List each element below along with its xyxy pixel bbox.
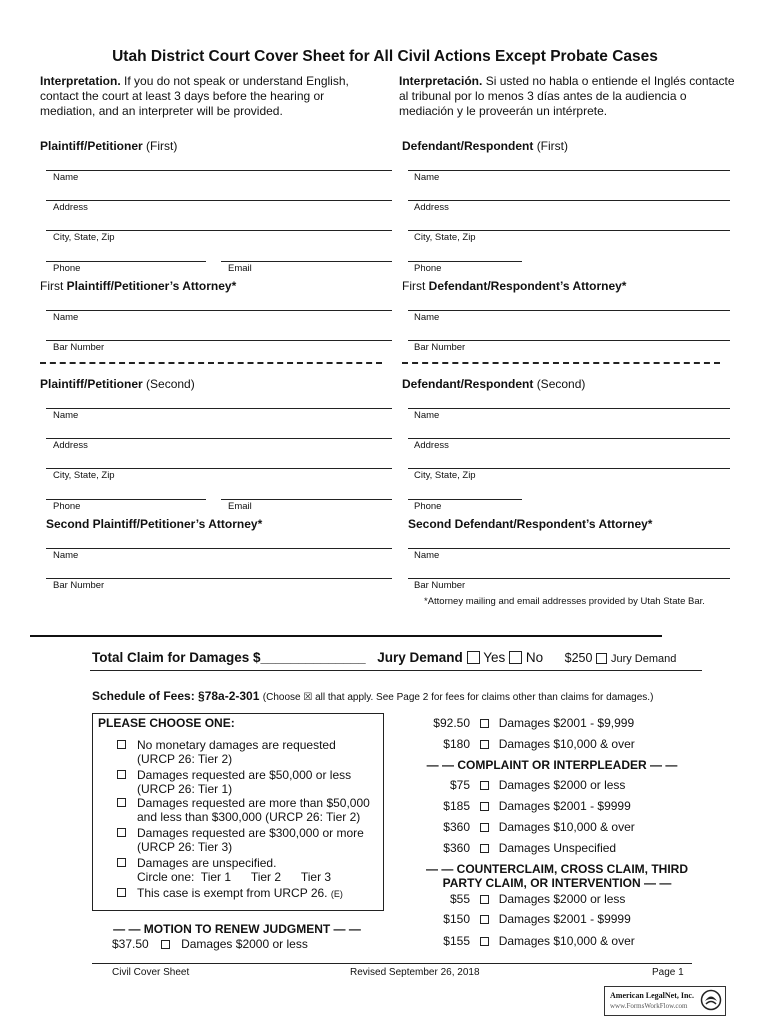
plaintiff1-name-label: Name bbox=[53, 172, 79, 183]
option-300000-or-more bbox=[137, 826, 364, 854]
fee-label: Damages $10,000 & over bbox=[498, 820, 635, 834]
plaintiff2-phone-label: Phone bbox=[53, 501, 81, 512]
plaintiff2-city-label: City, State, Zip bbox=[53, 470, 115, 481]
plaintiff1-address-label: Address bbox=[53, 202, 88, 213]
fee-amount: $92.50 bbox=[433, 716, 470, 730]
option-50000-or-less-line1: Damages requested are $50,000 or less bbox=[137, 768, 352, 782]
fee-row bbox=[412, 892, 625, 906]
fee-amount: $150 bbox=[443, 912, 470, 926]
jury-no-label: No bbox=[525, 650, 544, 665]
claim-underline bbox=[90, 670, 702, 671]
plaintiff-second-heading-rest: (Second) bbox=[146, 377, 195, 391]
fee-row bbox=[412, 820, 635, 834]
fee-row bbox=[412, 778, 625, 792]
defendant2-address-line[interactable] bbox=[408, 438, 730, 439]
defendant1-attorney-name-label: Name bbox=[414, 312, 440, 323]
option-unspecified bbox=[137, 856, 331, 884]
interpretation-english bbox=[40, 74, 380, 119]
option-no-monetary-line1: No monetary damages are requested bbox=[137, 738, 336, 752]
interpretation-en-label: Interpretation. bbox=[40, 74, 121, 88]
defendant-second-attorney-bold: Second Defendant/Respondent’s Attorney* bbox=[408, 517, 653, 531]
option-50000-to-300000-line2: and less than $300,000 (URCP 26: Tier 2) bbox=[137, 810, 361, 824]
jury-fee-checkbox[interactable] bbox=[596, 653, 607, 664]
fee-amount: $360 bbox=[443, 820, 470, 834]
fee-label: Damages $10,000 & over bbox=[498, 737, 635, 751]
defendant-first-heading bbox=[402, 139, 568, 153]
footer-rule bbox=[92, 963, 692, 964]
plaintiff1-phone-label: Phone bbox=[53, 263, 81, 274]
fee-row bbox=[412, 737, 635, 751]
fee-checkbox[interactable] bbox=[480, 802, 489, 811]
plaintiff2-attorney-name-line[interactable] bbox=[46, 548, 392, 549]
option-300000-or-more-line1: Damages requested are $300,000 or more bbox=[137, 826, 364, 840]
defendant2-name-line[interactable] bbox=[408, 408, 730, 409]
plaintiff1-attorney-name-line[interactable] bbox=[46, 310, 392, 311]
fee-amount: $55 bbox=[449, 892, 470, 906]
option-50000-to-300000-line1: Damages requested are more than $50,000 bbox=[137, 796, 370, 810]
fee-checkbox[interactable] bbox=[480, 937, 489, 946]
complaint-heading: — — COMPLAINT OR INTERPLEADER — — bbox=[426, 758, 678, 772]
interpretation-en-text: If you do not speak or understand English, contact the court at least 3 days before the hearing or mediation, and an interpreter will be provided. bbox=[40, 74, 349, 118]
option-300000-or-more-checkbox[interactable] bbox=[117, 828, 126, 837]
defendant2-phone-label: Phone bbox=[414, 501, 442, 512]
total-claim-label: Total Claim for Damages $______________ bbox=[92, 650, 366, 665]
plaintiff2-city-line[interactable] bbox=[46, 468, 392, 469]
option-unspecified-line1: Damages are unspecified. bbox=[137, 856, 277, 870]
fee-amount: $155 bbox=[443, 934, 470, 948]
motion-fee-label: Damages $2000 or less bbox=[181, 937, 308, 951]
defendant1-city-line[interactable] bbox=[408, 230, 730, 231]
interpretation-spanish bbox=[399, 74, 739, 119]
plaintiff1-email-line[interactable] bbox=[221, 261, 392, 262]
schedule-of-fees bbox=[92, 689, 653, 703]
plaintiff-first-attorney-bold: Plaintiff/Petitioner’s Attorney* bbox=[66, 279, 237, 293]
defendant1-attorney-name-line[interactable] bbox=[408, 310, 730, 311]
motion-fee-amount: $37.50 bbox=[112, 937, 149, 951]
option-50000-to-300000-checkbox[interactable] bbox=[117, 798, 126, 807]
defendant2-name-label: Name bbox=[414, 410, 440, 421]
defendant2-attorney-bar-label: Bar Number bbox=[414, 580, 466, 591]
plaintiff-second-heading bbox=[40, 377, 195, 391]
defendant-second-heading-bold: Defendant/Respondent bbox=[402, 377, 534, 391]
option-50000-or-less bbox=[137, 768, 351, 796]
option-no-monetary-checkbox[interactable] bbox=[117, 740, 126, 749]
interpretation-es-label: Interpretación. bbox=[399, 74, 483, 88]
option-exempt-label: This case is exempt from URCP 26. bbox=[137, 886, 328, 900]
option-exempt-small: (E) bbox=[330, 889, 343, 899]
option-exempt-checkbox[interactable] bbox=[117, 888, 126, 897]
fee-label: Damages $2000 or less bbox=[498, 778, 626, 792]
motion-fee-row bbox=[112, 937, 308, 951]
fee-amount: $75 bbox=[449, 778, 470, 792]
right-dashed-divider bbox=[402, 362, 720, 364]
defendant-second-heading-rest: (Second) bbox=[536, 377, 586, 391]
defendant1-city-label: City, State, Zip bbox=[414, 232, 476, 243]
plaintiff1-attorney-name-label: Name bbox=[53, 312, 79, 323]
option-50000-to-300000 bbox=[137, 796, 370, 824]
plaintiff-first-heading-rest: (First) bbox=[146, 139, 178, 153]
page-title: Utah District Court Cover Sheet for All Civil Actions Except Probate Cases bbox=[112, 48, 658, 65]
fee-row bbox=[412, 841, 616, 855]
please-choose-header: PLEASE CHOOSE ONE: bbox=[98, 716, 235, 730]
fee-amount: $180 bbox=[443, 737, 470, 751]
fee-checkbox[interactable] bbox=[480, 915, 489, 924]
plaintiff-first-attorney-pre: First bbox=[40, 279, 67, 293]
fee-amount: $360 bbox=[443, 841, 470, 855]
plaintiff-first-attorney-heading bbox=[40, 279, 236, 293]
defendant2-attorney-bar-line[interactable] bbox=[408, 578, 730, 579]
defendant2-attorney-name-label: Name bbox=[414, 550, 440, 561]
jury-no-checkbox[interactable] bbox=[509, 651, 522, 664]
fee-checkbox[interactable] bbox=[480, 895, 489, 904]
american-legalnet-logo bbox=[604, 986, 726, 1016]
plaintiff2-attorney-bar-line[interactable] bbox=[46, 578, 392, 579]
plaintiff1-name-line[interactable] bbox=[46, 170, 392, 171]
defendant-first-attorney-bold: Defendant/Respondent’s Attorney* bbox=[428, 279, 627, 293]
fee-row bbox=[412, 716, 634, 730]
fee-row bbox=[412, 912, 631, 926]
defendant2-attorney-name-line[interactable] bbox=[408, 548, 730, 549]
footer-left: Civil Cover Sheet bbox=[112, 967, 190, 978]
defendant1-phone-line[interactable] bbox=[408, 261, 522, 262]
option-unspecified-checkbox[interactable] bbox=[117, 858, 126, 867]
plaintiff2-address-line[interactable] bbox=[46, 438, 392, 439]
defendant1-attorney-bar-line[interactable] bbox=[408, 340, 730, 341]
jury-yes-checkbox[interactable] bbox=[467, 651, 480, 664]
motion-heading: — — MOTION TO RENEW JUDGMENT — — bbox=[113, 922, 361, 936]
plaintiff1-address-line[interactable] bbox=[46, 200, 392, 201]
defendant1-attorney-bar-label: Bar Number bbox=[414, 342, 466, 353]
fee-row bbox=[412, 934, 635, 948]
jury-yes-label: Yes bbox=[483, 650, 506, 665]
option-exempt bbox=[137, 886, 343, 901]
option-no-monetary-line2: (URCP 26: Tier 2) bbox=[137, 752, 233, 766]
option-300000-or-more-line2: (URCP 26: Tier 3) bbox=[137, 840, 233, 854]
defendant2-address-label: Address bbox=[414, 440, 449, 451]
defendant-second-heading bbox=[402, 377, 585, 391]
plaintiff1-email-label: Email bbox=[228, 263, 252, 274]
defendant1-name-line[interactable] bbox=[408, 170, 730, 171]
fee-checkbox[interactable] bbox=[480, 844, 489, 853]
fee-checkbox[interactable] bbox=[480, 823, 489, 832]
plaintiff1-attorney-bar-line[interactable] bbox=[46, 340, 392, 341]
defendant1-address-label: Address bbox=[414, 202, 449, 213]
defendant1-address-line[interactable] bbox=[408, 200, 730, 201]
footer-page: Page 1 bbox=[652, 967, 684, 978]
counterclaim-heading-line1: — — COUNTERCLAIM, CROSS CLAIM, THIRD bbox=[426, 862, 688, 876]
defendant-first-attorney-pre: First bbox=[402, 279, 429, 293]
plaintiff1-city-line[interactable] bbox=[46, 230, 392, 231]
schedule-rest: (Choose ☒ all that apply. See Page 2 for fees for claims other than claims for damages.) bbox=[262, 692, 654, 703]
defendant-second-attorney-heading bbox=[408, 517, 652, 531]
fee-row bbox=[412, 799, 631, 813]
defendant2-city-line[interactable] bbox=[408, 468, 730, 469]
fee-checkbox[interactable] bbox=[480, 719, 489, 728]
plaintiff-second-attorney-bold: Second Plaintiff/Petitioner’s Attorney* bbox=[46, 517, 263, 531]
claim-row bbox=[92, 650, 676, 665]
fee-label: Damages $10,000 & over bbox=[498, 934, 635, 948]
motion-fee-checkbox[interactable] bbox=[161, 940, 170, 949]
defendant2-phone-line[interactable] bbox=[408, 499, 522, 500]
plaintiff2-email-label: Email bbox=[228, 501, 252, 512]
defendant-first-heading-rest: (First) bbox=[536, 139, 569, 153]
logo-line2: www.FormsWorkFlow.com bbox=[610, 1002, 688, 1010]
option-unspecified-tiers[interactable]: Circle one: Tier 1 Tier 2 Tier 3 bbox=[137, 870, 332, 884]
fee-label: Damages $2001 - $9999 bbox=[498, 912, 631, 926]
plaintiff1-phone-line[interactable] bbox=[46, 261, 206, 262]
plaintiff2-attorney-name-label: Name bbox=[53, 550, 79, 561]
fee-label: Damages $2000 or less bbox=[498, 892, 626, 906]
counterclaim-heading-line2: PARTY CLAIM, OR INTERVENTION — — bbox=[442, 876, 672, 890]
footer-center: Revised September 26, 2018 bbox=[350, 967, 480, 978]
plaintiff2-phone-line[interactable] bbox=[46, 499, 206, 500]
fee-checkbox[interactable] bbox=[480, 781, 489, 790]
plaintiff2-email-line[interactable] bbox=[221, 499, 392, 500]
fee-label: Damages Unspecified bbox=[498, 841, 617, 855]
plaintiff2-name-label: Name bbox=[53, 410, 79, 421]
defendant1-name-label: Name bbox=[414, 172, 440, 183]
option-50000-or-less-line2: (URCP 26: Tier 1) bbox=[137, 782, 233, 796]
defendant-first-heading-bold: Defendant/Respondent bbox=[402, 139, 534, 153]
left-dashed-divider bbox=[40, 362, 382, 364]
attorney-note: *Attorney mailing and email addresses provided by Utah State Bar. bbox=[424, 596, 705, 607]
option-no-monetary bbox=[137, 738, 336, 766]
plaintiff1-city-label: City, State, Zip bbox=[53, 232, 115, 243]
legalnet-logo-icon bbox=[700, 989, 722, 1011]
plaintiff-first-heading-bold: Plaintiff/Petitioner bbox=[40, 139, 143, 153]
plaintiff2-name-line[interactable] bbox=[46, 408, 392, 409]
jury-fee-amount: $250 bbox=[564, 651, 593, 665]
plaintiff1-attorney-bar-label: Bar Number bbox=[53, 342, 105, 353]
plaintiff2-attorney-bar-label: Bar Number bbox=[53, 580, 105, 591]
plaintiff-second-attorney-heading bbox=[46, 517, 262, 531]
interpretation-es-text: Si usted no habla o entiende el Inglés contacte al tribunal por lo menos 3 días antes de la audiencia o mediación y le proveerán un intérprete. bbox=[399, 74, 735, 118]
jury-fee-label: Jury Demand bbox=[610, 653, 677, 665]
schedule-bold: Schedule of Fees: §78a-2-301 bbox=[92, 689, 260, 703]
defendant-first-attorney-heading bbox=[402, 279, 626, 293]
section-divider bbox=[30, 635, 662, 637]
defendant2-city-label: City, State, Zip bbox=[414, 470, 476, 481]
plaintiff-first-heading bbox=[40, 139, 177, 153]
plaintiff-second-heading-bold: Plaintiff/Petitioner bbox=[40, 377, 143, 391]
fee-label: Damages $2001 - $9999 bbox=[498, 799, 631, 813]
plaintiff2-address-label: Address bbox=[53, 440, 88, 451]
logo-line1: American LegalNet, Inc. bbox=[610, 991, 694, 1000]
fee-checkbox[interactable] bbox=[480, 740, 489, 749]
defendant1-phone-label: Phone bbox=[414, 263, 442, 274]
fee-amount: $185 bbox=[443, 799, 470, 813]
option-50000-or-less-checkbox[interactable] bbox=[117, 770, 126, 779]
jury-demand-label: Jury Demand bbox=[377, 650, 463, 665]
fee-label: Damages $2001 - $9,999 bbox=[498, 716, 635, 730]
